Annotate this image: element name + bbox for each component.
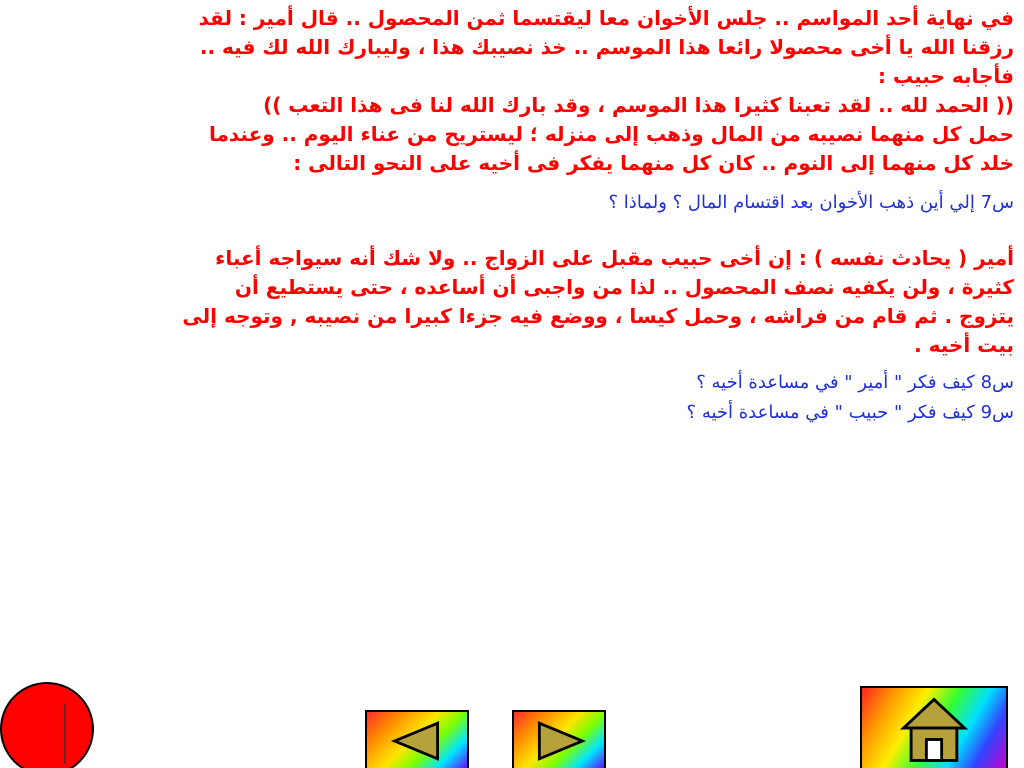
story-line: في نهاية أحد المواسم .. جلس الأخوان معا ليقتسما ثمن المحصول .. قال أمير : لقد <box>198 6 1014 30</box>
story-line: حمل كل منهما نصيبه من المال وذهب إلى منزله ؛ ليستريح من عناء اليوم .. وعندما <box>208 122 1014 146</box>
story-line: أمير ( يحادث نفسه ) : إن أخى حبيب مقبل على الزواج .. ولا شك أنه سيواجه أعباء <box>215 246 1014 270</box>
question-8: س8 كيف فكر " أمير " في مساعدة أخيه ؟ <box>696 372 1014 393</box>
story-line: كثيرة ، ولن يكفيه نصف المحصول .. لذا من واجبى أن أساعده ، حتى يستطيع أن <box>234 275 1014 299</box>
next-button[interactable] <box>512 710 606 768</box>
story-paragraph-2 <box>14 244 1014 360</box>
triangle-right-icon <box>514 712 604 768</box>
house-icon <box>862 688 1006 768</box>
question-7: س7 إلي أين ذهب الأخوان بعد اقتسام المال ؟ ولماذا ؟ <box>608 192 1014 213</box>
story-line: خلد كل منهما إلى النوم .. كان كل منهما يفكر فى أخيه على النحو التالى : <box>293 151 1014 175</box>
triangle-left-icon <box>367 712 467 768</box>
circle-mark <box>64 704 66 764</box>
home-button[interactable] <box>860 686 1008 768</box>
previous-button[interactable] <box>365 710 469 768</box>
story-line: رزقنا الله يا أخى محصولا رائعا هذا الموسم .. خذ نصيبك هذا ، وليبارك الله لك فيه .. <box>199 35 1014 59</box>
story-paragraph-1 <box>14 4 1014 178</box>
story-line: يتزوج . ثم قام من فراشه ، وحمل كيسا ، ووضع فيه جزءا كبيرا من نصيبه , وتوجه إلى <box>182 304 1014 328</box>
question-9: س9 كيف فكر " حبيب " في مساعدة أخيه ؟ <box>686 402 1014 423</box>
story-line: بيت أخيه . <box>914 333 1014 357</box>
story-line: فأجابه حبيب : <box>877 64 1014 88</box>
red-circle-button[interactable] <box>0 682 94 768</box>
story-line: (( الحمد لله .. لقد تعبنا كثيرا هذا الموسم ، وقد بارك الله لنا فى هذا التعب )) <box>263 93 1014 117</box>
story-text-area <box>14 4 1014 428</box>
